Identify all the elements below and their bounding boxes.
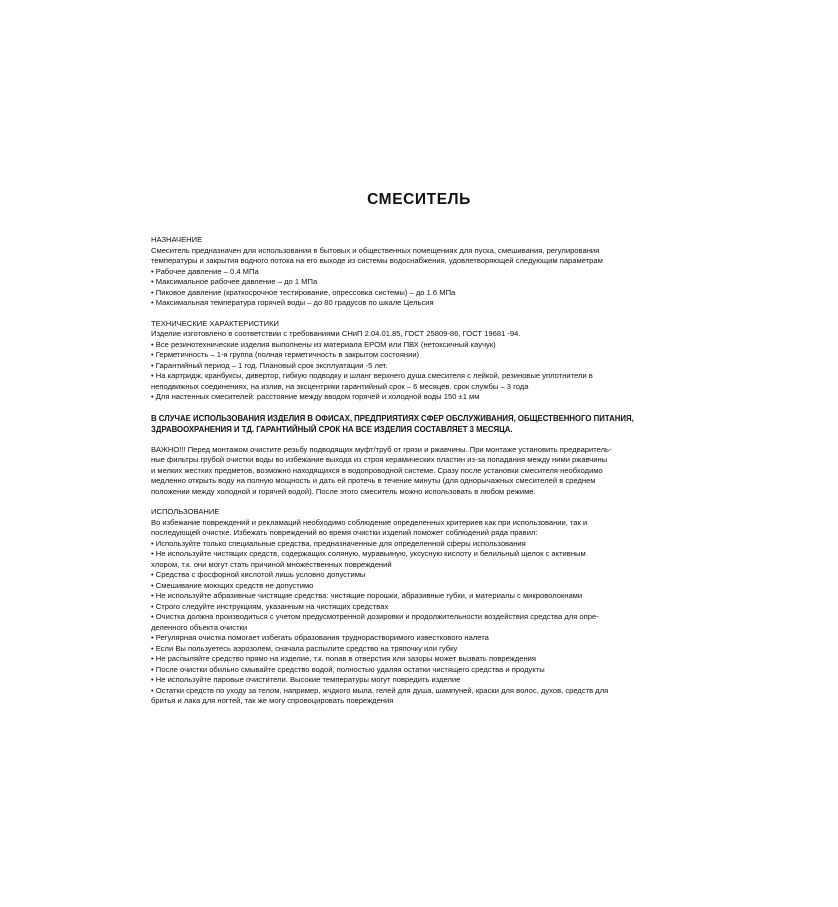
text-line: • Максимальное рабочее давление – до 1 МПа [151,277,318,286]
text-line: ные фильтры грубой очистки воды во избежание выхода из строя керамических пластин из-за попадания между ними ржавчины [151,455,608,464]
important-section [151,445,696,498]
text-line: • Не распыляйте средство прямо на изделие, т.к. попав в отверстия или зазоры может вызвать повреждения [151,654,536,663]
text-line: • Остатки средств по уходу за телом, например, жчдкого мыла, гелей для душа, шампуней, краски для волос, духов, средств для [151,685,609,695]
specs-section [151,319,696,403]
text-line: медленно открыть воду на полную мощность и дать ей протечь в течение минуты (для однорычажных смесителей в среднем [151,476,596,485]
text-line: бритья и лака для ногтей, так же могу спровоцировать повреждения [151,696,394,705]
notice-line: В СЛУЧАЕ ИСПОЛЬЗОВАНИЯ ИЗДЕЛИЯ В ОФИСАХ, ПРЕДПРИЯТИЯХ СФЕР ОБСЛУЖИВАНИЯ, ОБЩЕСТВЕННОГО ПИТАНИЯ, [151,413,634,423]
purpose-section [151,235,696,309]
document-body [151,235,696,707]
text-line: хлором, т.к. они могут стать причиной множественных повреждений [151,559,392,569]
text-line: • Смешивание моющих средств не допустимо [151,580,314,590]
text-line: ВАЖНО!!! Перед монтажом очистите резьбу подводящих муфт/труб от грязи и ржавчины. При монтаже установить предваритель- [151,444,612,454]
text-line: • Все резинотехнические изделия выполнены из материала EPOM или ПВХ (нетоксичный каучук) [151,339,496,349]
warranty-notice [151,413,696,435]
text-line: • Если Вы пользуетесь аэрозолем, сначала распылите средство на тряпочку или губку [151,643,458,653]
text-line: Изделие изготовлено в соответствии с требованиями СНиП 2.04.01.85, ГОСТ 25809-86, ГОСТ 19681 -94. [151,329,521,338]
text-line: • Гарантийный период – 1 год. Плановый срок эксплуатации -5 лет. [151,360,388,370]
text-line: • Очистка должна производиться с учетом предусмотренной дозировки и продолжительности воздействия средства для опре- [151,612,599,621]
text-line: Смеситель предназначен для использования в бытовых и общественных помещениях для пуска, смешивания, регулирования [151,245,600,255]
text-line: • После очистки обильно смывайте средство водой, полностью удаляя остатки чистящего средства и продукты [151,664,545,674]
text-line: неподвижных соединениях, на излив, на эксцентрики гарантийный срок – 6 месяцев. срок службы – 3 года [151,381,529,391]
text-line: и мелких жестких предметов, возможно находящихся в водопроводной системе. Сразу после установки смесителя необходимо [151,465,603,475]
section-heading-specs: ТЕХНИЧЕСКИЕ ХАРАКТЕРИСТИКИ [151,318,279,328]
text-line: • Герметичность – 1-я группа (полная герметичность в закрытом состоянии) [151,350,420,359]
text-line: • Не используйте паровые очистители. Высокие температуры могут повредить изделие [151,675,461,684]
text-line: деленного объекта очистки [151,622,248,632]
text-line: положении между холодной и горячей водой). После этого смеситель можно использовать в любом режиме. [151,486,536,496]
document-title: СМЕСИТЕЛЬ [367,191,471,208]
text-line: последующей очистке. Избежать повреждений во время очистки изделий поможет соблюдений ряда правил: [151,528,538,537]
text-line: температуры и закрытия водного потока на его выходе из системы водоснабжения, удовлетворяющей следующим параметрам [151,256,603,265]
text-line: • Используйте только специальные средства, предназначенные для определенной сферы использования [151,538,526,548]
text-line: • Регулярная очистка помогает избегать образования труднорастворимого известкового налета [151,633,489,642]
text-line: • Максимальная температура горячей воды – до 80 градусов по шкале Цельсия [151,298,434,307]
text-line: • На картридж, кранбуксы, дивертор, гибкую подводку и шланг верхнего душа смесителя с лейкой, резиновые уплотнители в [151,371,593,380]
text-line: • Не используйте абразивные чистящие средства: чистящие порошки, абразивные губки, и материалы с микроволокнами [151,591,583,600]
text-line: • Средства с фосфорной кислотой лишь условно допустимы [151,570,366,579]
text-line: • Для настенных смесителей: расстояние между вводом горячей и холодной воды 150 ±1 мм [151,392,480,401]
usage-section [151,507,696,707]
notice-line: ЗДРАВООХРАНЕНИЯ И ТД. ГАРАНТИЙНЫЙ СРОК НА ВСЕ ИЗДЕЛИЯ СОСТАВЛЯЕТ 3 МЕСЯЦА. [151,424,513,434]
text-line: • Строго следуйте инструкциям, указанным на чистящих средствах [151,601,389,611]
text-line: • Не используйте чистящих средств, содержащих соляную, муравьиную, уксусную кислоту и белильный щелок с активным [151,549,586,558]
text-line: • Рабочее давление – 0.4 МПа [151,266,259,276]
section-heading-purpose: НАЗНАЧЕНИЕ [151,235,203,244]
text-line: Во избежание повреждений и рекламаций необходимо соблюдение определенных критериев как при использовании, так и [151,517,588,527]
text-line: • Пиковое давление (краткосрочное тестирование, опрессовка системы) – до 1.6 МПа [151,287,456,297]
section-heading-usage: ИСПОЛЬЗОВАНИЕ [151,507,220,516]
